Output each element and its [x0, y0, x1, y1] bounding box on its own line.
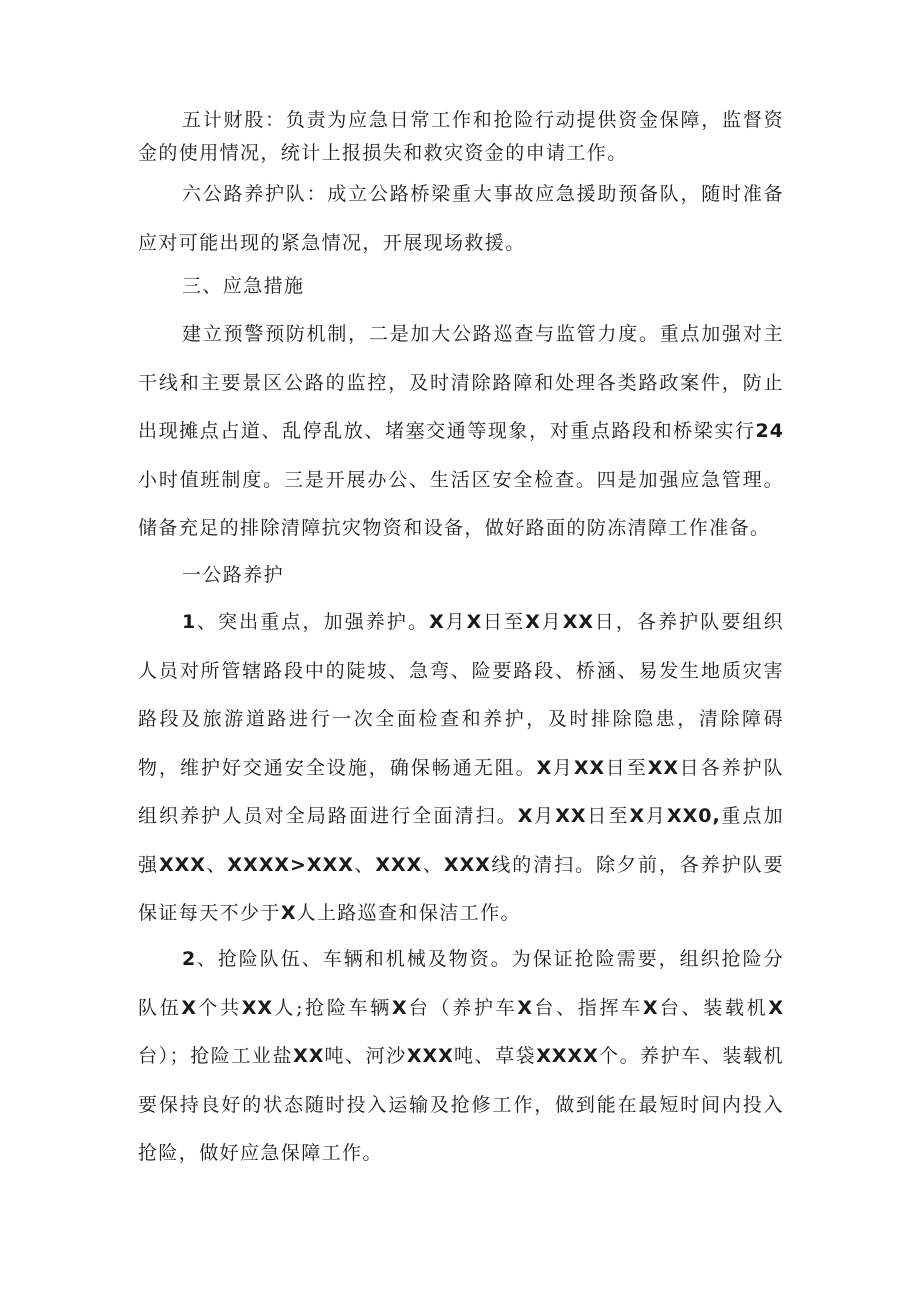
paragraph-early-warning: 建立预警预防机制，二是加大公路巡查与监管力度。重点加强对主干线和主要景区公路的监控，及时清除路障和处理各类路政案件，防止出现摊点占道、乱停乱放、堵塞交通等现象，对重点路段和桥梁实行24小时值班制度。三是开展办公、生活区安全检查。四是加强应急管理。储备充足的排除清障抗灾物资和设备，做好路面的防冻清障工作准备。 [138, 323, 784, 539]
paragraph-focus-maintenance: 1、突出重点，加强养护。X月X日至X月XX日，各养护队要组织人员对所管辖路段中的陡坡、急弯、险要路段、桥涵、易发生地质灾害路段及旅游道路进行一次全面检查和养护，及时排除隐患，清除障碍物，维护好交通安全设施，确保畅通无阻。X月XX日至XX日各养护队组织养护人员对全局路面进行全面清扫。X月XX日至X月XX0,重点加强XXX、XXXX>XXX、XXX、XXX线的清扫。除夕前，各养护队要保证每天不少于X人上路巡查和保洁工作。 [138, 611, 785, 924]
section-heading-emergency-measures: 三、应急措施 [182, 275, 305, 297]
paragraph-finance-unit: 五计财股：负责为应急日常工作和抢险行动提供资金保障，监督资金的使用情况，统计上报损失和救灾资金的申请工作。 [138, 109, 784, 164]
subheading-road-maintenance: 一公路养护 [182, 564, 285, 586]
paragraph-rescue-resources: 2、抢险队伍、车辆和机械及物资。为保证抢险需要，组织抢险分队伍X个共XX人;抢险车辆X台（养护车X台、指挥车X台、装载机X台）；抢险工业盐XX吨、河沙XXX吨、草袋XXXX个。养护车、装载机要保持良好的状态随时投入运输及抢修工作，做到能在最短时间内投入抢险，做好应急保障工作。 [138, 948, 784, 1164]
paragraph-road-maintenance-team: 六公路养护队：成立公路桥梁重大事故应急援助预备队，随时准备应对可能出现的紧急情况，开展现场救援。 [138, 183, 784, 254]
